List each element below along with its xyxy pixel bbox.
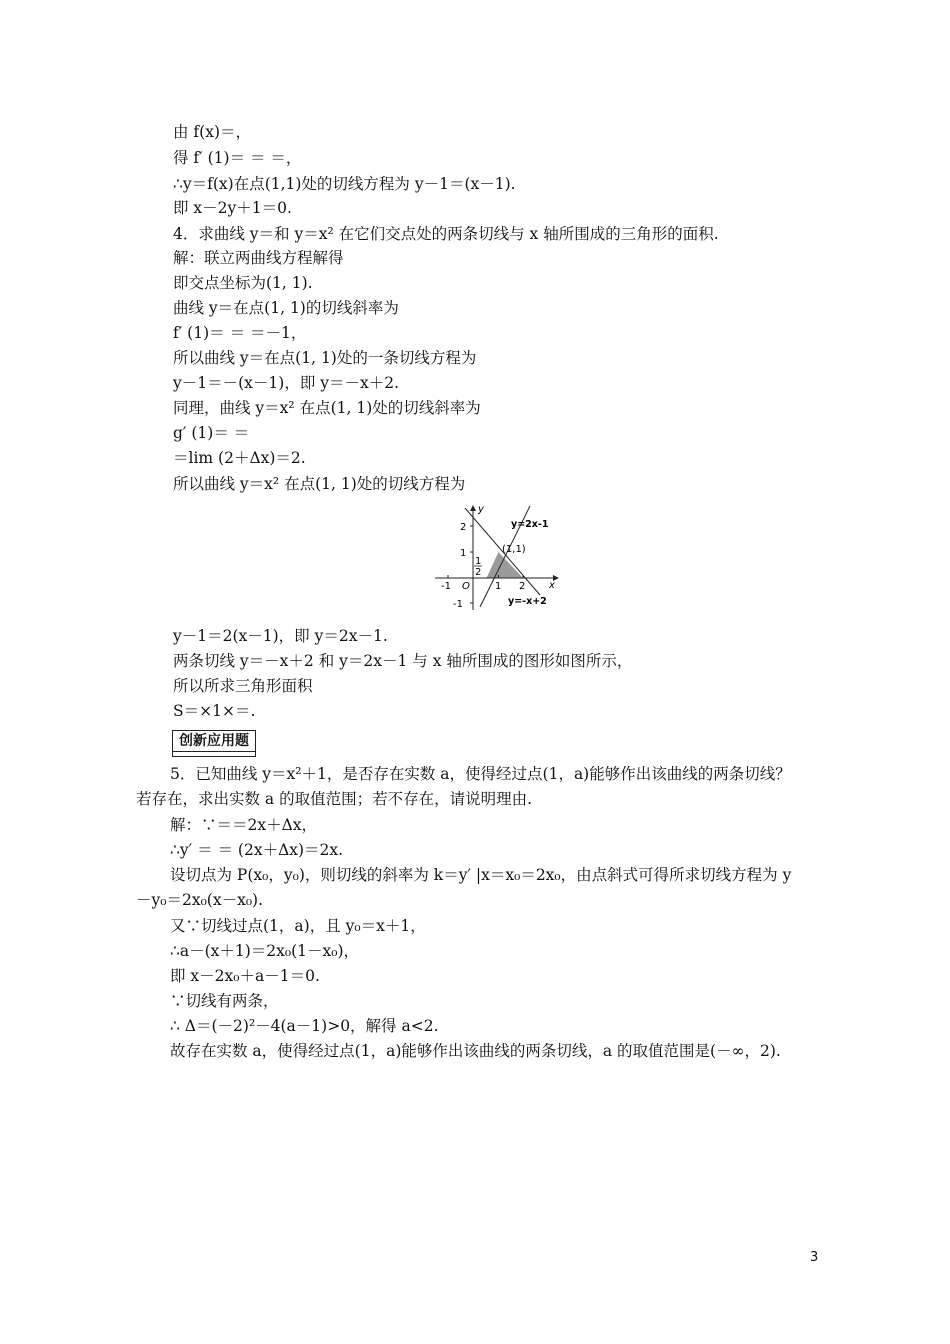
conclusion-line: 故存在实数 a，使得经过点(1，a)能够作出该曲线的两条切线，a 的取值范围是(－∞，2). [170, 1042, 781, 1060]
y-axis-arrow [470, 505, 476, 511]
text-line: 即交点坐标为(1, 1). [173, 274, 313, 292]
text-line: 又∵切线过点(1，a)，且 y₀＝x＋1， [170, 917, 426, 935]
tick-label: 2 [519, 581, 526, 592]
text-line: 由 f(x)＝， [173, 123, 251, 141]
text-line: 设切点为 P(x₀，y₀)，则切线的斜率为 k＝y′ |x＝x₀＝2x₀，由点斜式可得所求切线方程为 y [170, 866, 792, 884]
tick-label: 1 [495, 581, 502, 592]
text-line: 所以曲线 y＝在点(1, 1)处的一条切线方程为 [173, 349, 477, 367]
text-line: ＝lim (2＋Δx)＝2. [173, 449, 306, 467]
text-line: 同理，曲线 y＝x² 在点(1, 1)处的切线斜率为 [173, 399, 481, 417]
tick-label: 1 [460, 548, 467, 559]
tangent-lines-figure [425, 502, 565, 614]
tick-label: 2 [460, 522, 467, 533]
text-line: 解：∵＝＝2x＋Δx， [170, 816, 318, 834]
text-line: 解：联立两曲线方程解得 [173, 249, 344, 267]
text-line: 两条切线 y＝－x＋2 和 y＝2x－1 与 x 轴所围成的图形如图所示， [173, 652, 633, 670]
origin-label: O [462, 581, 470, 592]
text-line: S＝×1×＝. [173, 702, 256, 720]
line-label-neg-x-plus-2: y=-x+2 [508, 596, 547, 607]
y-axis-label: y [478, 504, 484, 515]
half-numerator: 1 [475, 556, 482, 567]
half-denominator: 2 [475, 567, 482, 578]
text-line: ∴y＝f(x)在点(1,1)处的切线方程为 y－1＝(x－1). [173, 175, 516, 193]
point-label: (1,1) [502, 544, 526, 555]
problem5-statement: 5．已知曲线 y＝x²＋1，是否存在实数 a，使得经过点(1，a)能够作出该曲线的两条切线？ [170, 765, 791, 783]
x-axis-label: x [549, 580, 555, 591]
text-line: f′ (1)＝ ＝ ＝－1， [173, 324, 307, 342]
tick-label: -1 [453, 599, 463, 610]
text-line: －y₀＝2x₀(x－x₀). [136, 891, 264, 909]
text-line: ∵切线有两条， [170, 992, 279, 1010]
text-line: y－1＝2(x－1)，即 y＝2x－1. [173, 627, 388, 645]
section-badge: 创新应用题 [172, 730, 256, 752]
problem5-statement: 若存在，求出实数 a 的取值范围；若不存在，请说明理由. [136, 790, 533, 808]
page-number: 3 [810, 1250, 819, 1265]
line-label-2x-1: y=2x-1 [511, 519, 549, 530]
text-line: y－1＝－(x－1)，即 y＝－x＋2. [173, 374, 400, 392]
text-line: ∴a－(x＋1)＝2x₀(1－x₀)， [170, 942, 360, 960]
text-line: 即 x－2y＋1＝0. [173, 199, 292, 217]
text-line: ∴y′ ＝ ＝ (2x＋Δx)＝2x. [170, 841, 344, 859]
tick-label: -1 [441, 581, 451, 592]
text-line: ∴ Δ＝(－2)²－4(a－1)>0，解得 a<2. [170, 1017, 439, 1035]
text-line: g′ (1)＝ ＝ [173, 424, 250, 442]
text-line: 得 f′ (1)＝ ＝ ＝， [173, 149, 302, 167]
text-line: 曲线 y＝在点(1, 1)的切线斜率为 [173, 299, 399, 317]
text-line: 即 x－2x₀＋a－1＝0. [170, 967, 320, 985]
problem4-statement: 4．求曲线 y＝和 y＝x² 在它们交点处的两条切线与 x 轴所围成的三角形的面积. [173, 225, 719, 243]
text-line: 所以所求三角形面积 [173, 677, 313, 695]
text-line: 所以曲线 y＝x² 在点(1, 1)处的切线方程为 [173, 475, 466, 493]
